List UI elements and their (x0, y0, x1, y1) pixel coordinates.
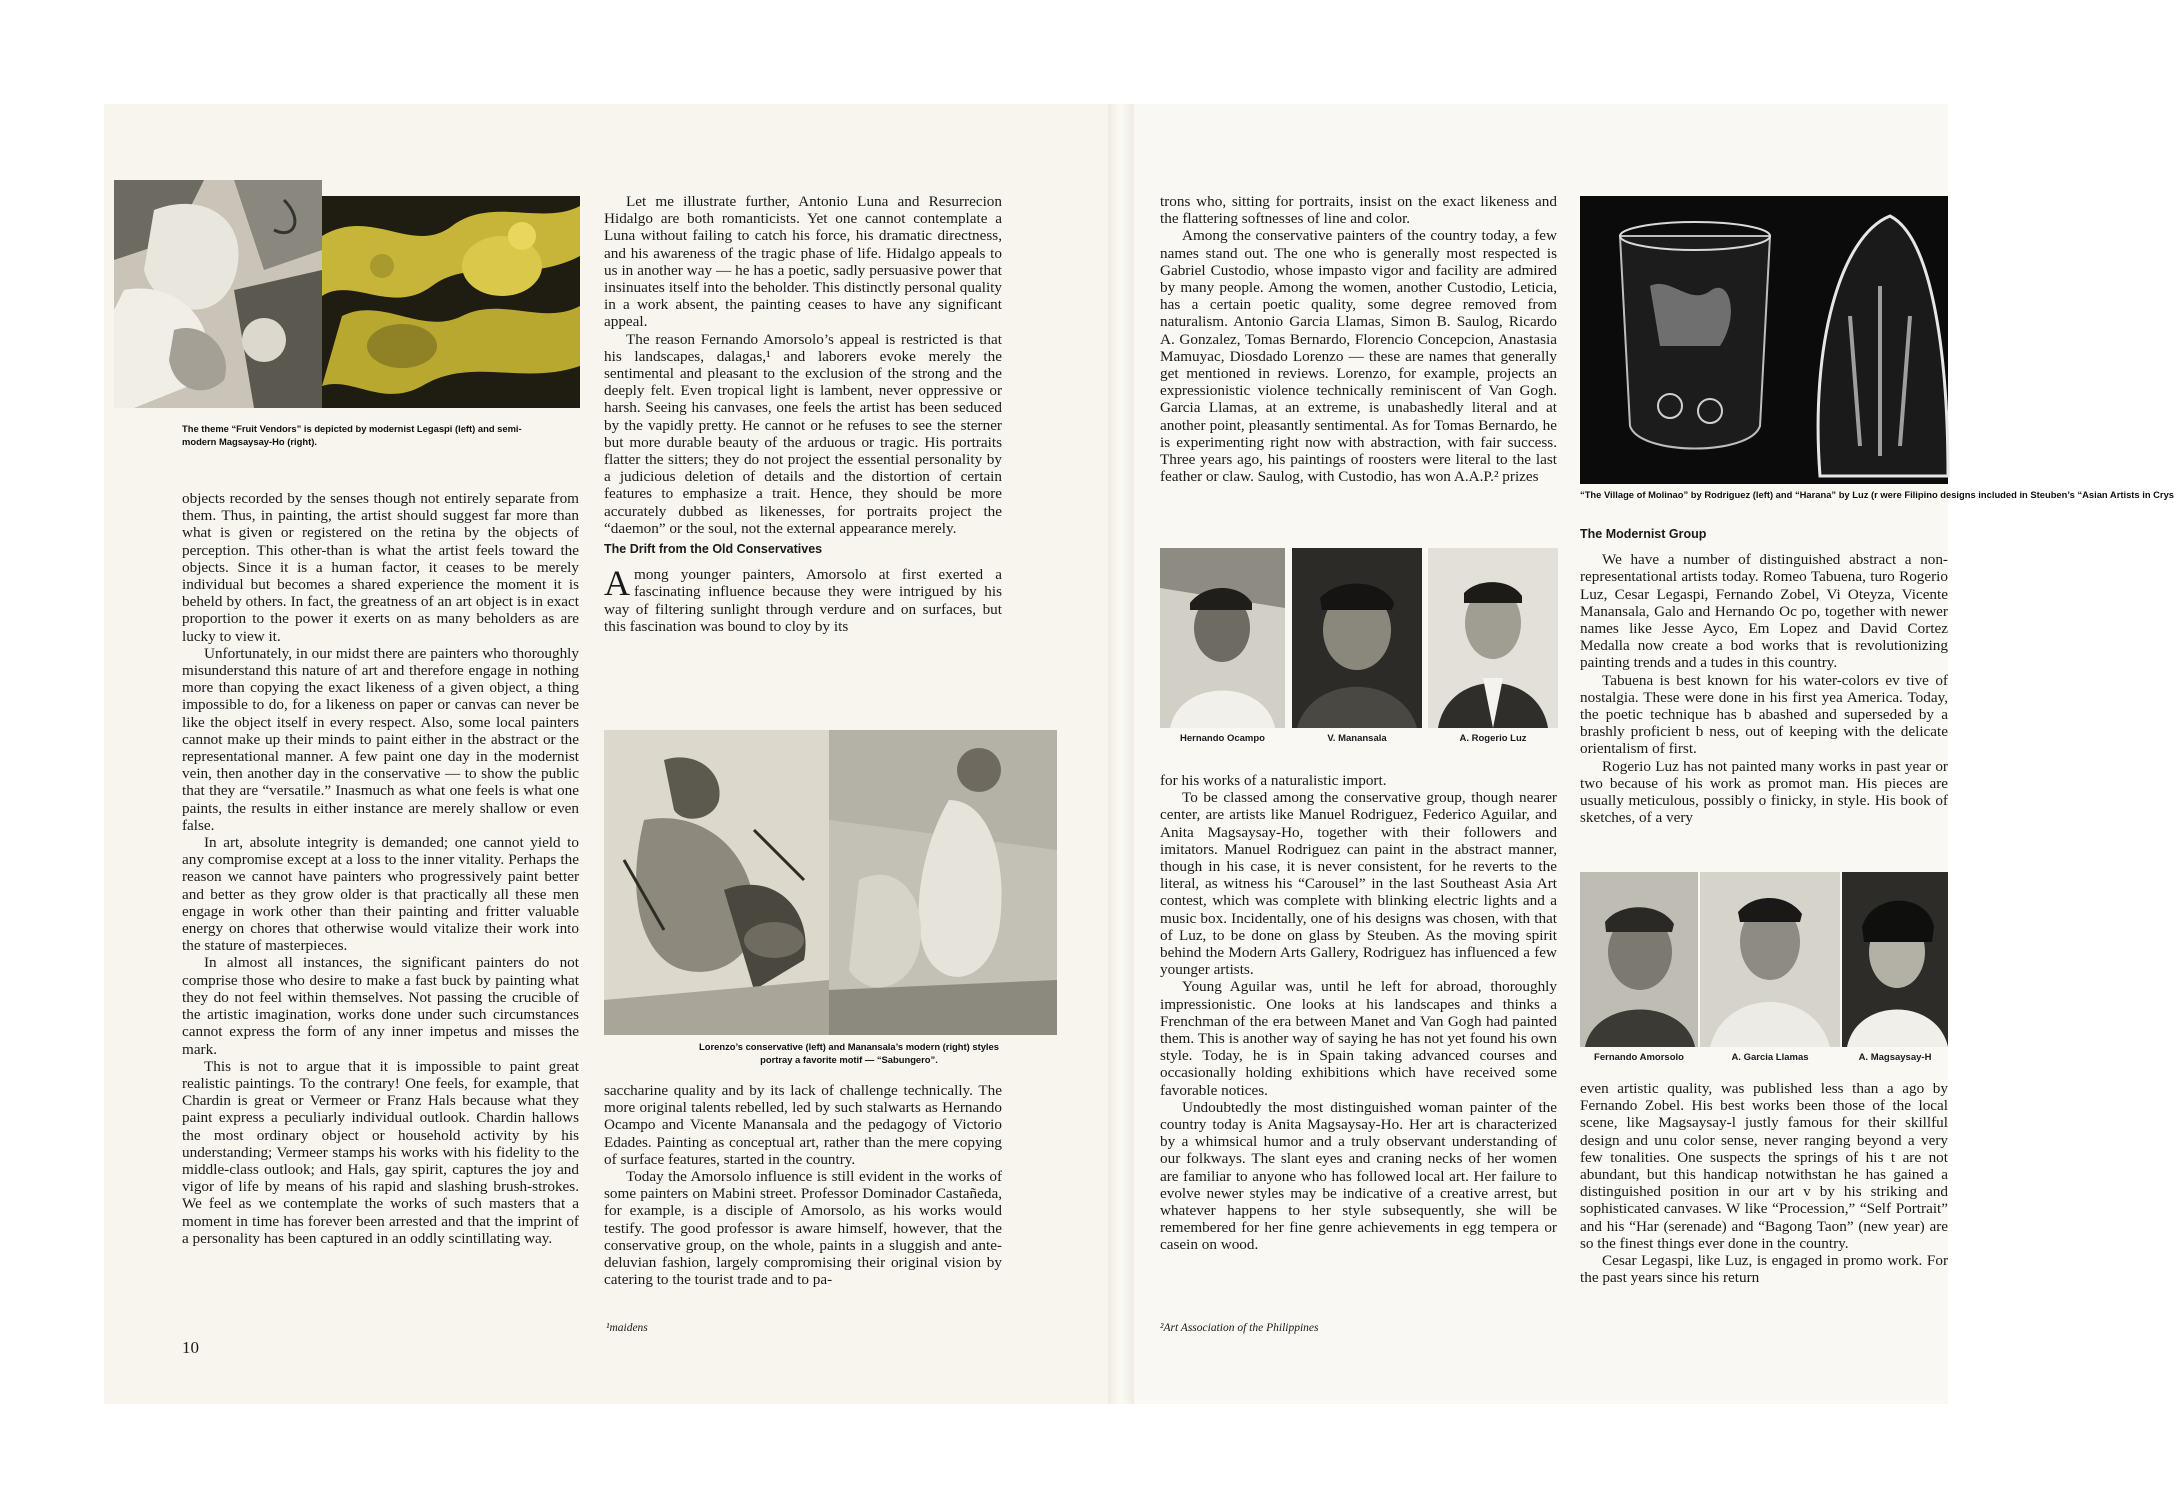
name-label-manansala: V. Manansala (1327, 733, 1387, 744)
legaspi-fruit-vendors-image (114, 180, 322, 408)
paragraph: trons who, sitting for portraits, insist on the exact likeness and the flattering softnesses of line and color. (1160, 193, 1557, 228)
paragraph: We have a number of distinguished abstract a non-representational artists today. Romeo Tabuena, turo Rogerio Luz, Cesar Legaspi, Fernando Zobel, Vi Oteyza, Vicente Manansala, Galo and Hernando Oc po, together with newer names like Jesse Ayco, Em Lopez and David Cortez Medalla now create a bod works that is revolutionizing painting trends and a tudes in this country. (1580, 551, 1948, 672)
paragraph-text: mong younger painters, Amorsolo at first exerted a fascinating influence because they were intrigued by his way of filtering sunlight through verdure and on surfaces, but this fascination was bound to cloy by its (604, 566, 1002, 635)
sabungero-caption: Lorenzo’s conservative (left) and Manansala’s modern (right) styles portray a favorite motif — “Sabungero”. (699, 1041, 999, 1065)
right-column-4-top (1580, 522, 1948, 826)
right-column-3-bottom (1160, 772, 1557, 1254)
paragraph (604, 563, 1002, 635)
name-label-luz: A. Rogerio Luz (1459, 733, 1527, 744)
paragraph: Rogerio Luz has not painted many works in past year or two because of his work as promot man. His pieces are usually meticulous, possibly o finicky, in style. His book of sketches, of a very (1580, 757, 1948, 827)
paragraph: Today the Amorsolo influence is still evident in the works of some painters on Mabini street. Professor Dominador Castañeda, for example, is a disciple of Amorsolo, as his works would testify. The good professor is aware himself, however, that the conservative group, on the whole, paints in a sluggish and ante-deluvian fashion, largely compromising their original vision by catering to the tourist trade and to pa- (604, 1168, 1002, 1289)
footnote-aap: ²Art Association of the Philippines (1160, 1322, 1319, 1334)
page-gutter (1108, 104, 1134, 1404)
name-label-amorsolo: Fernando Amorsolo (1594, 1052, 1684, 1063)
paragraph: In almost all instances, the significant painters do not comprise those who desire to make a fast buck by painting what they do not feel within themselves. Not passing the crucible of the artistic imagination, works done under such circumstances cannot express the form of any inner impetus and misses the mark. (182, 954, 579, 1058)
paragraph: saccharine quality and by its lack of challenge technically. The more original talents rebelled, led by such stalwarts as Hernando Ocampo and Vicente Manansala and the pedagogy of Victorio Edades. Painting as conceptual art, rather than the mere copying of surface features, started in the country. (604, 1082, 1002, 1168)
paragraph: Undoubtedly the most distinguished woman painter of the country today is Anita Magsaysay-Ho. Her art is characterized by a whimsical humor and a truly observant understanding of our folkways. The slant eyes and craning necks of her women are familiar to anyone who has followed local art. Her failure to evolve newer styles may be indicative of a creative arrest, but whatever happens to her style subsequently, she will be remembered for her fine genre achievements in egg tempera or casein on wood. (1160, 1098, 1557, 1254)
left-column-2-bottom (604, 1082, 1002, 1288)
paragraph: objects recorded by the senses though not entirely separate from them. Thus, in painting, the artist should suggest far more than what is given or registered on the retina by the objects of perception. This other-than is what the artist feels toward the objects. Since it is a human factor, it ceases to be merely individual but becomes a shared experience the moment it is beheld by others. In fact, the greatness of an art object is in exact proportion to the power it exerts on as many beholders as are lucky to view it. (182, 490, 579, 645)
paragraph: Young Aguilar was, until he left for abroad, thoroughly impressionistic. One looks at his landscapes and thinks a Frenchman of the era between Manet and Van Gogh had painted them. This is another way of saying he has not yet found his own style. Today, he is in Spain taking advanced courses and occasionally holding exhibitions which have received some favorable notices. (1160, 978, 1557, 1099)
steuben-glass-image (1580, 196, 1948, 484)
section-heading-drift: The Drift from the Old Conservatives (604, 542, 823, 557)
portrait-a-garcia-llamas (1700, 872, 1840, 1047)
right-column-3-top (1160, 193, 1557, 485)
name-label-magsaysay-ho: A. Magsaysay-H (1858, 1052, 1932, 1063)
paragraph: for his works of a naturalistic import. (1160, 772, 1387, 789)
portrait-v-manansala (1292, 548, 1422, 728)
paragraph: This is not to argue that it is impossible to paint great realistic paintings. To the contrary! One feels, for example, that Chardin is great or Vermeer or Franz Hals because what they paint express a peculiarly individual outlook. Chardin hallows the most ordinary object or household activity by his understanding; Vermeer stamps his works with his fidelity to the middle-class outlook; and Hals, gay spirit, captures the joy and vigor of life by means of his rapid and slashing brush-strokes. We feel as we contemplate the works of such masters that a moment in time has forever been arrested and that the imprint of a personality has been captured in an oddly scintillating way. (182, 1057, 579, 1247)
paragraph: Let me illustrate further, Antonio Luna and Resurrecion Hidalgo are both romanticists. Yet one cannot contemplate a Luna without failing to catch his force, his dramatic directness, and his awareness of the tragic phase of life. Hidalgo appeals to us in another way — he has a poetic, sadly persuasive power that insinuates itself into the beholder. This distinctly personal quality in a work absent, the painting ceases to have any significant appeal. (604, 193, 1002, 331)
paragraph: In art, absolute integrity is demanded; one cannot yield to any compromise except at a loss to the inner vitality. Perhaps the reason we cannot have painters who progressively paint better and better as they grow older is that practically all these men engage in work other than their painting and fritter valuable energy on chores that otherwise would vitalize their work into the stature of masterpieces. (182, 834, 579, 955)
lorenzo-sabungero-image (604, 730, 829, 1035)
magsaysay-ho-fruit-vendors-image (322, 196, 580, 408)
drop-cap: A (604, 563, 630, 604)
portrait-hernando-ocampo (1160, 548, 1285, 728)
left-column-2-top (604, 193, 1002, 635)
paragraph: Unfortunately, in our midst there are painters who thoroughly misunderstand this nature of art and therefore engage in nothing more than copying the exact likeness of a given object, a thing impossible to do, for a likeness on paper or canvas can never be like the object itself in every respect. Also, some local painters cannot make up their minds to paint either in the abstract or the representational manner. A few paint one day in the modernist vein, then another day in the conservative — to show the public that they are “versatile.” Inasmuch as what one feels is what one paints, the results in either instance are merely shallow or even false. (182, 644, 579, 834)
portrait-a-rogerio-luz (1428, 548, 1558, 728)
page-number: 10 (182, 1338, 199, 1357)
name-label-garcia-llamas: A. Garcia Llamas (1731, 1052, 1809, 1063)
right-column-4-bottom (1580, 1080, 1948, 1286)
portrait-a-magsaysay-ho (1842, 872, 1948, 1047)
paragraph: Tabuena is best known for his water-colors ev tive of nostalgia. These were done in his first yea America. Today, the poetic technique has b abashed and superseded by a brashly proficient b ness, out of keeping with the delicate orientalism of first. (1580, 671, 1948, 758)
paragraph: To be classed among the conservative group, though nearer center, are artists like Manuel Rodriguez, Federico Aguilar, and Anita Magsaysay-Ho, together with their followers and imitators. Manuel Rodriguez can paint in the abstract manner, though in his case, it is never consistent, for he reverts to the literal, as witness his “Carousel” in the last Southeast Asia Art contest, which was complete with blinking electric lights and a music box. Incidentally, one of his designs was chosen, with that of Luz, to be done on glass by Steuben. As the moving spirit behind the Modern Arts Gallery, Rodriguez has influenced a few younger artists. (1160, 789, 1557, 979)
paragraph: even artistic quality, was published less than a ago by Fernando Zobel. His best works been those of the local scene, like Magsaysay-l justly famous for their skillful design and unu color sense, never ranging beyond a very few tonalities. One suspects the springs of his t are not abundant, but this handicap notwithstan he has gained a distinguished position in our art v by his striking and sophisticated canvases. W like “Procession,” “Self Portrait” and his “Har (serenade) and “Bagong Taon” (new year) are so the finest things ever done in the country. (1580, 1080, 1948, 1252)
name-label-ocampo: Hernando Ocampo (1180, 733, 1265, 744)
steuben-glass-caption: “The Village of Molinao” by Rodriguez (left) and “Harana” by Luz (r were Filipino designs included in Steuben’s “Asian Artists in Crys (1580, 489, 2174, 500)
paragraph: The reason Fernando Amorsolo’s appeal is restricted is that his landscapes, dalagas,¹ and laborers evoke merely the sentimental and pleasant to the exclusion of the strong and the deeply felt. Even tropical light is lambent, never oppressive or harsh. Seeing his canvases, one feels the artist has been seduced by the vapidly pretty. He cannot or he refuses to see the sterner but more durable beauty of the arduous or tragic. His portraits flatter the sitters; they do not project the essential personality by a judicious deletion of details and the distortion of certain features to emphasize a trait. Hence, they should be more accurately dubbed as likenesses, for portraits project the “daemon” or the soul, not the external appearance merely. (604, 330, 1002, 537)
section-heading-modernist: The Modernist Group (1580, 527, 1707, 541)
portrait-fernando-amorsolo (1580, 872, 1698, 1047)
fruit-vendors-caption: The theme “Fruit Vendors” is depicted by modernist Legaspi (left) and semi-modern Magsaysay-Ho (right). (182, 423, 522, 447)
paragraph: Cesar Legaspi, like Luz, is engaged in promo work. For the past years since his return (1580, 1252, 1948, 1287)
paragraph: Among the conservative painters of the country today, a few names stand out. The one who is generally most respected is Gabriel Custodio, whose impasto vigor and facility are admired by many people. Among the women, another Custodio, Leticia, has a certain poetic quality, some degree removed from naturalism. Antonio Garcia Llamas, Simon B. Saulog, Ricardo A. Gonzalez, Tomas Bernardo, Florencio Concepcion, Anastasia Mamuyac, Diosdado Lorenzo — these are names that generally get mentioned in reviews. Lorenzo, for example, projects an expressionistic violence technically reminiscent of Van Gogh. Garcia Llamas, at an extreme, is unabashedly literal and at another point, pleasantly sentimental. As for Tomas Bernardo, he is experimenting right now with abstraction, with fair success. Three years ago, his paintings of roosters were literal to the last feather or claw. Saulog, with Custodio, has won A.A.P.² prizes (1160, 227, 1557, 486)
footnote-maidens: ¹maidens (606, 1322, 648, 1334)
manansala-sabungero-image (829, 730, 1057, 1035)
left-column-1 (182, 490, 579, 1247)
